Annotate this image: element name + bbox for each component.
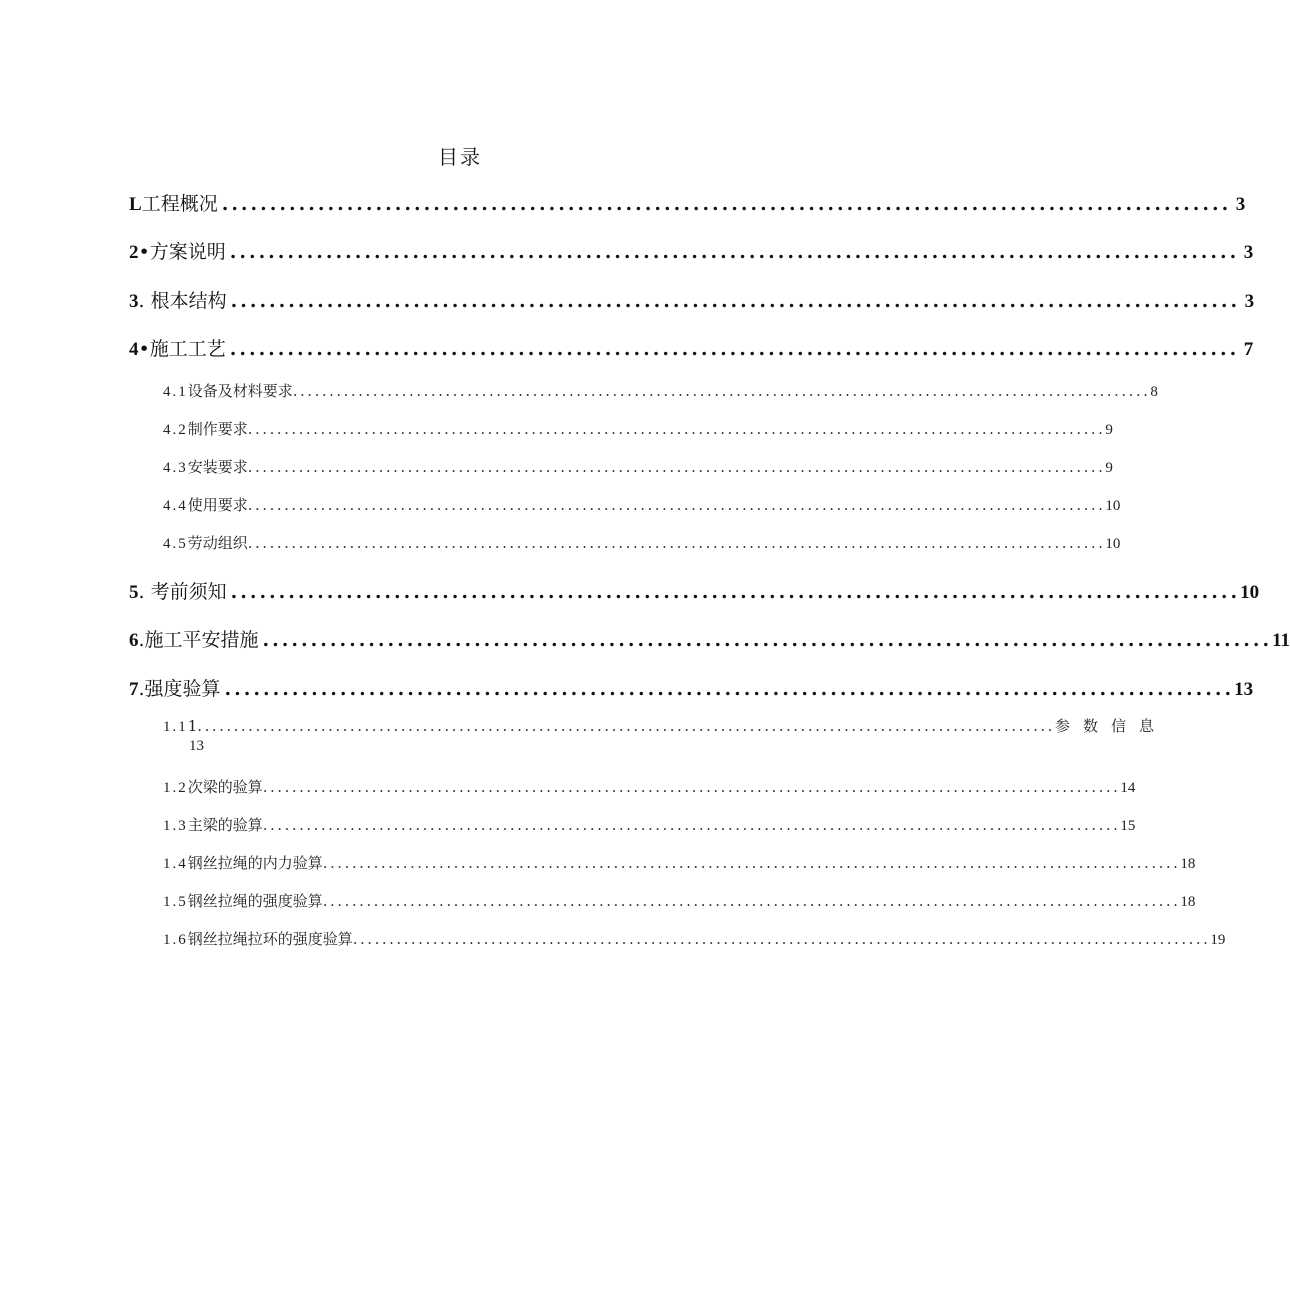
toc-leader-dots: ...................................................................................................................... [322,892,1181,910]
toc-entry-page: 10 [1240,582,1260,603]
toc-entry-page: 9 [1105,422,1113,438]
toc-leader-dots: ...................................................................................................................... [247,420,1106,438]
toc-entry-title: •施工工艺 [138,338,226,360]
toc-leader-dots: ...................................................................................................................... [247,458,1106,476]
toc-entry[interactable] [129,674,1254,701]
toc-entry-title-continued: 参数信息 [1054,717,1167,735]
toc-entry-number: 3 [129,291,139,312]
toc-entry-title: . 根本结构 [138,290,227,312]
toc-entry-page: 18 [1180,856,1196,872]
toc-leader-dots: ......................................................................................................... [224,678,1235,700]
toc-entry-page: 11 [1272,630,1290,651]
toc-entry-page: 9 [1105,460,1113,476]
toc-entry-title: 劳动组织 [187,534,248,552]
toc-entry-page: 10 [1105,498,1121,514]
toc-leader-dots: ...................................................................................................................... [262,778,1121,796]
toc-entry-title: 主梁的验算 [187,816,263,834]
toc-leader-dots: ......................................................................................................... [221,193,1232,215]
toc-entry-number: 2 [129,242,139,263]
toc-leader-dots: ...................................................................................................................... [247,496,1106,514]
toc-subentry[interactable] [163,928,1226,949]
toc-entry[interactable] [129,577,1260,604]
toc-entry-number: 1.2 [163,780,188,796]
toc-entry-title: 使用要求 [187,496,248,514]
toc-entry-page: 3 [1244,291,1255,312]
toc-subentry[interactable] [163,776,1136,797]
toc-entry[interactable] [129,286,1255,313]
toc-entry-page: 8 [1150,384,1158,400]
toc-subentry[interactable] [163,380,1158,401]
toc-entry-title: 工程概况 [141,193,218,215]
toc-entry-number: 4.5 [163,536,188,552]
toc-entry-number: 4.2 [163,422,188,438]
toc-entry-page: 19 [1210,932,1226,948]
toc-entry[interactable] [129,189,1246,216]
toc-entry-number: 1.4 [163,856,188,872]
toc-entry-title: 设备及材料要求 [187,382,293,400]
toc-leader-dots: ...................................................................................................................... [292,382,1151,400]
toc-entry-title: .施工平安措施 [138,629,259,651]
toc-leader-dots: ...................................................................................................................... [197,717,1055,735]
toc-entry-number: 1.5 [163,894,188,910]
toc-entry[interactable] [129,334,1254,361]
toc-title: 目录 [438,145,482,169]
toc-subentry[interactable] [163,715,1167,736]
toc-subentry[interactable] [163,494,1121,515]
toc-entry-page: 7 [1243,339,1254,360]
toc-subentry[interactable] [163,532,1121,553]
toc-subentry[interactable] [163,456,1113,477]
toc-entry-title: 钢丝拉绳拉环的强度验算 [187,930,353,948]
toc-entry-number: 6 [129,630,139,651]
toc-leader-dots: ......................................................................................................... [262,629,1273,651]
toc-leader-dots: ......................................................................................................... [230,581,1241,603]
toc-entry-page: 15 [1120,818,1136,834]
toc-entry-page: 14 [1120,780,1136,796]
toc-entry-title: 安装要求 [187,458,248,476]
toc-entry-title: 钢丝拉绳的强度验算 [187,892,323,910]
toc-entry[interactable] [129,625,1290,652]
toc-entry-number: 4.3 [163,460,188,476]
toc-subentry[interactable] [163,814,1136,835]
toc-leader-dots: ......................................................................................................... [230,290,1241,312]
toc-entry-page: 3 [1243,242,1254,263]
toc-entry-number: L [129,194,142,215]
toc-entry-page: 13 [1234,679,1254,700]
toc-entry-number: 4 [129,339,139,360]
toc-entry-number: 4.1 [163,384,188,400]
toc-entry-title: . 考前须知 [138,581,227,603]
toc-entry-title: 1 [187,717,198,735]
toc-entry-number: 7 [129,679,139,700]
toc-entry-title: 钢丝拉绳的内力验算 [187,854,323,872]
toc-entry-title: 次梁的验算 [187,778,263,796]
toc-entry-page: 13 [189,738,204,754]
toc-entry-number: 1.1 [163,719,188,735]
toc-leader-dots: ......................................................................................................... [229,241,1240,263]
toc-subentry[interactable] [163,890,1196,911]
toc-entry-page: 18 [1180,894,1196,910]
toc-leader-dots: ...................................................................................................................... [322,854,1181,872]
toc-entry-title: 制作要求 [187,420,248,438]
toc-entry-number: 1.6 [163,932,188,948]
toc-entry-title: .强度验算 [138,678,221,700]
toc-entry-number: 5 [129,582,139,603]
toc-entry-page: 10 [1105,536,1121,552]
toc-leader-dots: ...................................................................................................................... [262,816,1121,834]
toc-entry-title: •方案说明 [138,241,226,263]
toc-subentry[interactable] [163,852,1196,873]
toc-entry-page: 3 [1235,194,1246,215]
toc-leader-dots: ...................................................................................................................... [247,534,1106,552]
toc-subentry[interactable] [163,418,1113,439]
toc-entry-number: 4.4 [163,498,188,514]
toc-entry-number: 1.3 [163,818,188,834]
toc-leader-dots: ......................................................................................................... [229,338,1240,360]
toc-leader-dots: ...................................................................................................................... [352,930,1211,948]
toc-entry[interactable] [129,237,1254,264]
